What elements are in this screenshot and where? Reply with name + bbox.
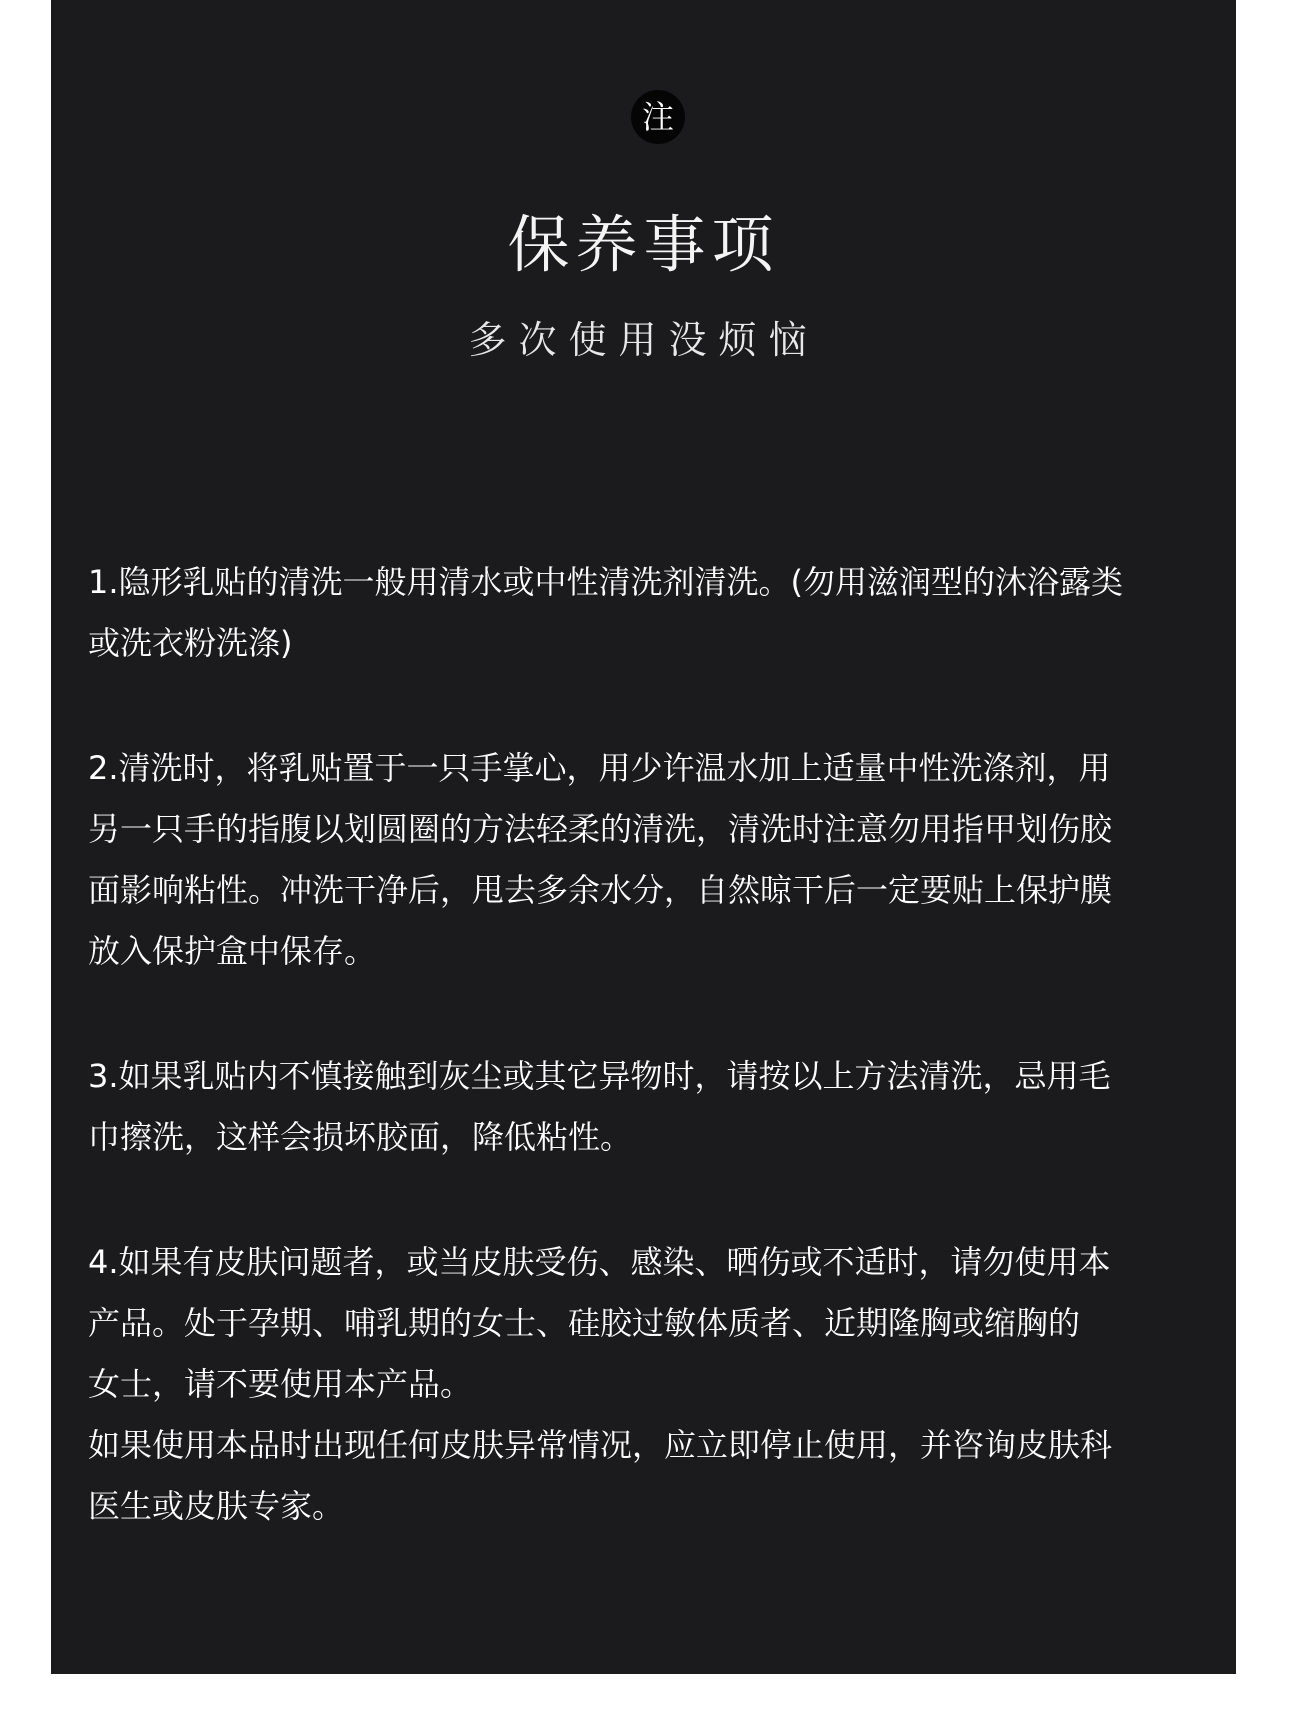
instruction-item-2: [88, 738, 1218, 982]
instruction-item-1: [88, 552, 1218, 674]
instruction-text-4: 4.如果有皮肤问题者，或当皮肤受伤、感染、晒伤或不适时，请勿使用本 产品。处于孕期、哺乳期的女士、硅胶过敏体质者、近期隆胸或缩胸的 女士，请不要使用本产品。: [88, 1243, 1111, 1403]
instruction-text-2: 2.清洗时，将乳贴置于一只手掌心，用少许温水加上适量中性洗涤剂，用 另一只手的指腹以划圆圈的方法轻柔的清洗，清洗时注意勿用指甲划伤胶 面影响粘性。冲洗干净后，甩去多余水分，自然晾干后一定要贴上保护膜 放入保护盒中保存。: [88, 749, 1113, 970]
care-instructions-panel: [51, 0, 1236, 1674]
instruction-warning-text: 如果使用本品时出现任何皮肤异常情况，应立即停止使用，并咨询皮肤科 医生或皮肤专家。: [88, 1426, 1113, 1525]
note-badge: 注: [631, 90, 685, 144]
instruction-text-1: 1.隐形乳贴的清洗一般用清水或中性清洗剂清洗。(勿用滋润型的沐浴露类 或洗衣粉洗涤): [88, 563, 1124, 662]
page-title: 保养事项: [507, 208, 780, 281]
page-subtitle: 多次使用没烦恼: [468, 318, 819, 362]
instruction-item-4: [88, 1232, 1218, 1537]
instruction-text-3: 3.如果乳贴内不慎接触到灰尘或其它异物时，请按以上方法清洗，忌用毛 巾擦洗，这样会损坏胶面，降低粘性。: [88, 1057, 1111, 1156]
instruction-item-3: [88, 1046, 1218, 1168]
instructions-list: [88, 552, 1218, 1601]
